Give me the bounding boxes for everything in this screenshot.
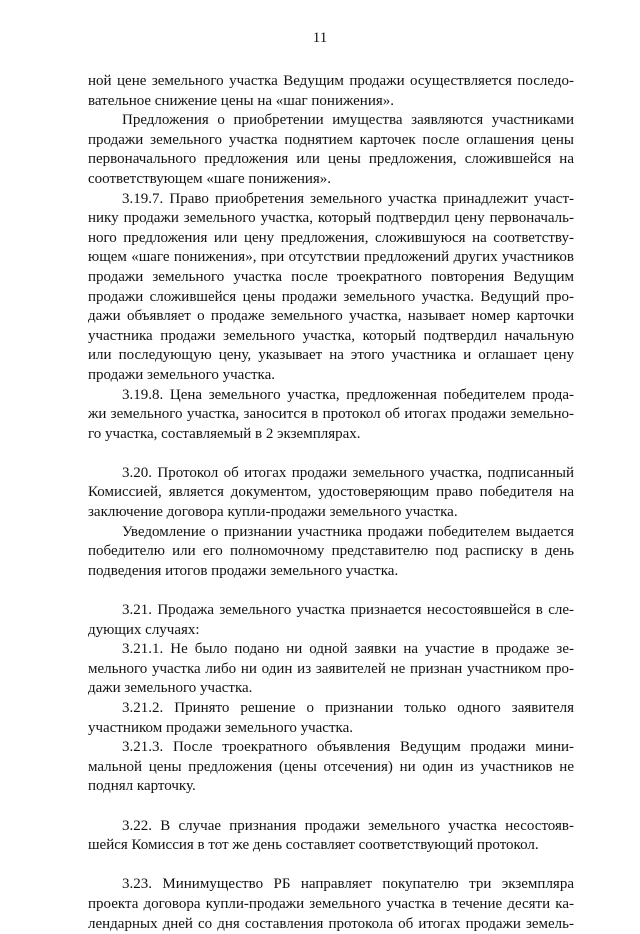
text-line: нику продажи земельного участка, который подтвердил цену первоначаль- <box>88 210 574 227</box>
text-line: 3.21.1. Не было подано ни одной заявки на участие в продаже зе- <box>122 641 574 658</box>
text-line: вательное снижение цены на «шаг понижения». <box>88 92 395 109</box>
text-line: участника продажи земельного участка, который подтвердил начальную <box>88 327 574 344</box>
paragraph-spacer <box>88 797 574 817</box>
text-line: жи земельного участка, заносится в протокол об итогах продажи земельно- <box>88 406 574 423</box>
text-line: поднял карточку. <box>88 778 196 795</box>
text-line: проекта договора купли-продажи земельного участка в течение десяти ка- <box>88 895 574 912</box>
text-line: заключение договора купли-продажи земельного участка. <box>88 504 458 521</box>
text-line: дующих случаях: <box>88 621 200 638</box>
paragraph-spacer <box>88 444 574 464</box>
text-line: 3.19.8. Цена земельного участка, предложенная победителем прода- <box>122 386 574 403</box>
text-line: ной цене земельного участка Ведущим продажи осуществляется последо- <box>88 73 574 89</box>
text-line: мельного участка либо ни один из заявителей не признан участником про- <box>88 660 574 677</box>
text-line: 3.19.7. Право приобретения земельного участка принадлежит участ- <box>122 190 574 207</box>
text-line: 3.21. Продажа земельного участка признается несостоявшейся в сле- <box>122 602 574 619</box>
text-line: дажи земельного участка. <box>88 680 253 697</box>
page-number: 11 <box>312 30 328 46</box>
text-line: ного предложения или цену предложения, сложившуюся на соответству- <box>88 229 574 246</box>
text-line: мальной цены предложения (цены отсечения) ни один из участников не <box>88 758 574 775</box>
text-line: продажи земельного участка поднятием карточек после оглашения цены <box>88 131 574 148</box>
text-line: продажи земельного участка. <box>88 366 276 383</box>
text-line: Предложения о приобретении имущества заявляются участниками <box>122 112 574 129</box>
text-line: 3.21.2. Принято решение о признании только одного заявителя <box>122 700 574 716</box>
text-line: 3.20. Протокол об итогах продажи земельного участка, подписанный <box>122 464 574 481</box>
paragraph-spacer <box>88 581 574 601</box>
text-line: или последующую цену, указывает на этого участника и оглашает цену <box>88 347 574 364</box>
text-line: продажи земельного участка после троекратного повторения Ведущим <box>88 268 574 285</box>
text-line: участником продажи земельного участка. <box>88 719 353 736</box>
paragraph-spacer <box>88 856 574 876</box>
text-line: ющем «шаге понижения», при отсутствии предложений других участников <box>88 249 574 266</box>
text-line: го участка, составляемый в 2 экземплярах. <box>88 425 361 442</box>
text-line: первоначального предложения или цены предложения, сложившейся на <box>88 151 574 168</box>
text-line: дажи объявляет о продаже земельного участка, называет номер карточки <box>88 308 574 325</box>
text-line: продажи сложившейся цены продажи земельного участка. Ведущий про- <box>88 288 574 305</box>
text-line: 3.22. В случае признания продажи земельного участка несостояв- <box>122 817 574 834</box>
text-line: победителю или его полномочному представителю под расписку в день <box>88 543 574 560</box>
text-line: подведения итогов продажи земельного участка. <box>88 562 399 579</box>
text-line: соответствующем «шаге понижения». <box>88 170 332 187</box>
text-line: шейся Комиссия в тот же день составляет соответствующий протокол. <box>88 837 539 854</box>
text-line: 3.21.3. После троекратного объявления Ведущим продажи мини- <box>122 739 574 756</box>
text-line: Комиссией, является документом, удостоверяющим право победителя на <box>88 484 574 501</box>
text-line: 3.23. Минимущество РБ направляет покупателю три экземпляра <box>122 876 574 893</box>
document-body <box>88 72 574 934</box>
text-line: лендарных дней со дня составления протокола об итогах продажи земель- <box>88 915 574 932</box>
text-line: Уведомление о признании участника продажи победителем выдается <box>122 523 574 540</box>
